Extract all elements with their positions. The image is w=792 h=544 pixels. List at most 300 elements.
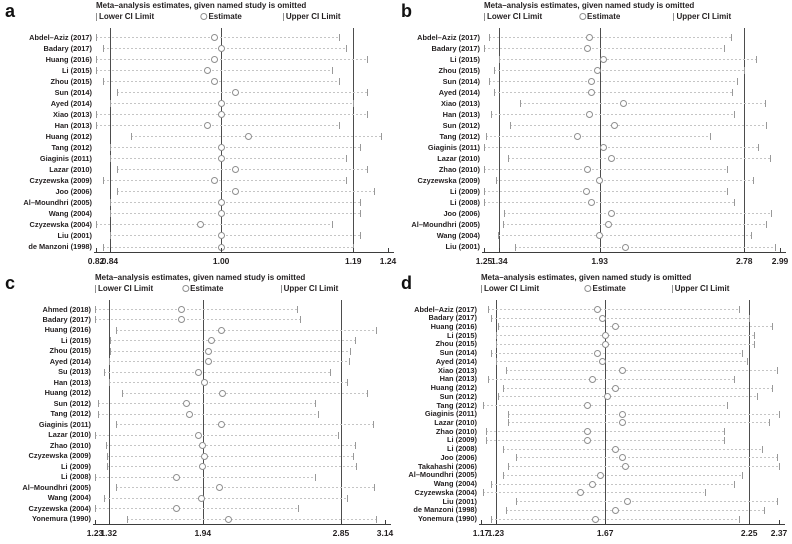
ci-interval-line [103, 81, 339, 82]
estimate-circle-icon [579, 13, 586, 20]
estimate-marker [594, 306, 601, 313]
ci-interval-line [116, 487, 374, 488]
estimate-marker [218, 100, 225, 107]
panel-title: Meta–analysis estimates, given named study is omitted [484, 1, 695, 10]
upper-ci-tick-icon [283, 13, 284, 21]
lower-ci-endcap [104, 495, 105, 502]
ci-interval-line [484, 48, 724, 49]
legend-estimate [584, 284, 625, 293]
legend-estimate-label: Estimate [190, 284, 224, 293]
lower-ci-endcap [107, 463, 108, 470]
ci-interval-line [96, 114, 367, 115]
ci-interval-line [104, 372, 330, 373]
estimate-marker [584, 45, 591, 52]
upper-ci-endcap [777, 454, 778, 461]
estimate-marker [245, 133, 252, 140]
estimate-marker [201, 379, 208, 386]
ci-interval-line [494, 92, 732, 93]
study-label: Joo (2006) [440, 452, 477, 462]
estimate-marker [178, 306, 185, 313]
ci-interval-line [116, 330, 376, 331]
lower-ci-endcap [496, 341, 497, 348]
estimate-marker [195, 432, 202, 439]
lower-ci-endcap [95, 316, 96, 323]
estimate-marker [218, 232, 225, 239]
study-label: Han (2013) [54, 120, 92, 130]
estimate-marker [211, 56, 218, 63]
ci-interval-line [483, 405, 726, 406]
study-label: Al–Moundhri (2005) [23, 197, 92, 207]
ci-interval-line [491, 519, 739, 520]
x-axis-tick-label: 2.37 [770, 528, 788, 538]
ci-interval-line [515, 247, 775, 248]
upper-ci-endcap [349, 358, 350, 365]
lower-ci-endcap [491, 111, 492, 118]
ci-interval-line [103, 180, 346, 181]
lower-ci-endcap [109, 379, 110, 386]
lower-ci-endcap [491, 315, 492, 322]
ci-interval-line [508, 158, 770, 159]
ci-interval-line [484, 147, 758, 148]
study-label: Han (2013) [442, 109, 480, 119]
ci-interval-line [496, 344, 754, 345]
lower-ci-endcap [95, 306, 96, 313]
estimate-marker [611, 122, 618, 129]
upper-ci-endcap [734, 199, 735, 206]
upper-ci-endcap [766, 122, 767, 129]
study-label: Yonemura (1990) [417, 514, 477, 523]
upper-ci-endcap [749, 315, 750, 322]
ci-interval-line [504, 213, 771, 214]
upper-ci-endcap [355, 337, 356, 344]
study-label: Lazar (2010) [437, 153, 480, 163]
upper-ci-endcap [330, 369, 331, 376]
estimate-marker [597, 472, 604, 479]
x-axis-tick-label: 1.00 [212, 256, 230, 266]
study-label: Wang (2004) [47, 493, 91, 503]
ci-interval-line [95, 477, 315, 478]
upper-ci-endcap [376, 516, 377, 523]
lower-ci-endcap [103, 177, 104, 184]
upper-ci-endcap [742, 350, 743, 357]
x-axis-tick [605, 520, 606, 524]
ci-interval-line [491, 484, 734, 485]
upper-ci-endcap [350, 348, 351, 355]
upper-ci-endcap [751, 232, 752, 239]
study-label: Sun (2012) [439, 391, 477, 401]
study-label: Xiao (2013) [440, 98, 480, 108]
study-label: Huang (2016) [45, 54, 92, 64]
study-label: Lazar (2010) [434, 417, 477, 427]
lower-ci-tick-icon [481, 285, 482, 293]
upper-ci-endcap [381, 133, 382, 140]
lower-ci-endcap [110, 144, 111, 151]
upper-ci-endcap [346, 45, 347, 52]
x-axis-tick-label: 0.82 [87, 256, 105, 266]
estimate-marker [216, 484, 223, 491]
estimate-marker [605, 221, 612, 228]
panel-title: Meta–analysis estimates, given named study is omitted [95, 273, 306, 282]
legend-upper-label: Upper CI Limit [283, 284, 339, 293]
pooled-estimate-line [203, 300, 204, 524]
estimate-marker [204, 122, 211, 129]
upper-ci-endcap [355, 442, 356, 449]
estimate-marker [612, 507, 619, 514]
estimate-marker [173, 474, 180, 481]
panel-letter: d [401, 273, 412, 293]
ci-interval-line [520, 103, 765, 104]
x-axis-tick-label: 1.32 [100, 528, 117, 538]
study-label: Badary (2017) [42, 314, 91, 324]
lower-ci-endcap [117, 89, 118, 96]
panel-letter: c [5, 273, 16, 293]
study-label: Huang (2016) [430, 321, 477, 331]
study-label: Li (2015) [62, 65, 92, 75]
lower-ci-endcap [96, 122, 97, 129]
lower-ci-endcap [506, 507, 507, 514]
study-label: Li (2008) [447, 444, 477, 454]
upper-ci-endcap [374, 484, 375, 491]
lower-ci-endcap [496, 332, 497, 339]
study-label: Li (2008) [450, 197, 480, 207]
estimate-marker [596, 232, 603, 239]
upper-ci-endcap [315, 474, 316, 481]
upper-ci-endcap [374, 188, 375, 195]
study-label: Czyzewska (2009) [28, 451, 91, 461]
x-axis-tick-label: 0.84 [101, 256, 119, 266]
upper-ci-endcap [764, 507, 765, 514]
ci-interval-line [98, 403, 315, 404]
estimate-marker [197, 221, 204, 228]
study-label: Tang (2012) [50, 409, 91, 419]
upper-ci-endcap [367, 56, 368, 63]
ci-interval-line [510, 125, 767, 126]
lower-ci-endcap [116, 327, 117, 334]
upper-ci-endcap [779, 411, 780, 418]
estimate-marker [178, 316, 185, 323]
x-axis-tick [780, 248, 781, 252]
ci-interval-line [110, 103, 353, 104]
study-label: Li (2015) [450, 54, 480, 64]
lower-ci-endcap [122, 390, 123, 397]
upper-ci-reference-line [744, 28, 745, 252]
study-label: Abdel–Aziz (2017) [29, 32, 92, 42]
lower-ci-endcap [508, 463, 509, 470]
ci-interval-line [117, 92, 367, 93]
study-label: Joo (2006) [55, 186, 92, 196]
x-axis-tick-label: 1.34 [491, 256, 508, 266]
upper-ci-endcap [353, 453, 354, 460]
upper-ci-endcap [775, 244, 776, 251]
ci-interval-line [516, 501, 777, 502]
panel-b [396, 0, 792, 272]
lower-ci-endcap [117, 188, 118, 195]
estimate-marker [183, 400, 190, 407]
upper-ci-endcap [747, 358, 748, 365]
estimate-marker [218, 45, 225, 52]
legend-estimate [579, 12, 620, 21]
study-label: Yonemura (1990) [31, 514, 91, 523]
study-label: Ahmed (2018) [42, 304, 91, 314]
estimate-marker [201, 453, 208, 460]
lower-ci-endcap [98, 400, 99, 407]
estimate-marker [594, 350, 601, 357]
legend-estimate-label: Estimate [586, 12, 621, 21]
legend-estimate-label: Estimate [208, 12, 242, 21]
legend-upper-label: Upper CI Limit [285, 12, 341, 21]
study-label: de Manzoni (1998) [413, 505, 477, 515]
upper-ci-endcap [772, 323, 773, 330]
x-axis-tick-label: 2.85 [332, 528, 350, 538]
lower-ci-reference-line [110, 28, 111, 252]
lower-ci-endcap [106, 442, 107, 449]
estimate-marker [218, 199, 225, 206]
estimate-marker [205, 358, 212, 365]
x-axis-tick-label: 3.14 [376, 528, 394, 538]
lower-ci-endcap [503, 221, 504, 228]
upper-ci-endcap [367, 166, 368, 173]
x-axis [94, 252, 394, 253]
x-axis-tick [96, 248, 97, 252]
legend-lower-ci [481, 284, 539, 293]
upper-ci-endcap [332, 67, 333, 74]
x-axis-tick [779, 520, 780, 524]
legend-upper-ci [281, 284, 339, 293]
upper-ci-endcap [757, 393, 758, 400]
upper-ci-endcap [360, 199, 361, 206]
ci-interval-line [486, 431, 724, 432]
upper-ci-endcap [770, 155, 771, 162]
ci-interval-line [499, 59, 756, 60]
upper-ci-endcap [339, 122, 340, 129]
upper-ci-endcap [779, 463, 780, 470]
lower-ci-endcap [110, 348, 111, 355]
study-label: Zhou (2015) [49, 346, 91, 356]
lower-ci-endcap [508, 411, 509, 418]
estimate-circle-icon [584, 285, 591, 292]
upper-ci-endcap [298, 505, 299, 512]
study-label: Tang (2012) [436, 400, 477, 410]
lower-ci-endcap [127, 516, 128, 523]
lower-ci-endcap [516, 454, 517, 461]
lower-ci-endcap [107, 453, 108, 460]
study-label: Czyzewska (2004) [28, 503, 91, 513]
estimate-marker [612, 446, 619, 453]
upper-ci-endcap [769, 419, 770, 426]
ci-interval-line [503, 475, 741, 476]
legend-lower-label: Lower CI Limit [487, 12, 543, 21]
legend-lower-label: Lower CI Limit [99, 12, 155, 21]
study-label: Zhou (2015) [435, 339, 477, 349]
upper-ci-endcap [346, 177, 347, 184]
ci-interval-line [96, 70, 332, 71]
study-label: Liu (2001) [445, 242, 480, 251]
legend-upper-label: Upper CI Limit [676, 12, 732, 21]
x-axis-tick [744, 248, 745, 252]
upper-ci-endcap [724, 437, 725, 444]
x-axis-tick-label: 2.99 [771, 256, 789, 266]
study-label: Ayed (2014) [435, 356, 477, 366]
estimate-marker [600, 56, 607, 63]
ci-interval-line [494, 70, 744, 71]
upper-ci-endcap [777, 498, 778, 505]
x-axis-tick [353, 248, 354, 252]
ci-interval-line [498, 235, 751, 236]
upper-ci-endcap [367, 390, 368, 397]
ci-interval-line [107, 466, 356, 467]
study-label: Abdel–Aziz (2017) [417, 32, 480, 42]
study-label: Li (2009) [450, 186, 480, 196]
legend-estimate [182, 284, 223, 293]
study-label: Ayed (2014) [438, 87, 480, 97]
upper-ci-endcap [765, 100, 766, 107]
study-label: Lazar (2010) [48, 430, 91, 440]
ci-interval-line [486, 136, 711, 137]
lower-ci-endcap [116, 484, 117, 491]
study-label: Ayed (2014) [49, 356, 91, 366]
study-label: Liu (2001) [57, 230, 92, 240]
x-axis-tick-label: 1.24 [379, 256, 397, 266]
lower-ci-endcap [484, 199, 485, 206]
lower-ci-endcap [491, 481, 492, 488]
ci-interval-line [489, 37, 731, 38]
study-label: Badary (2017) [428, 313, 477, 323]
lower-ci-tick-icon [484, 13, 485, 21]
upper-ci-endcap [727, 402, 728, 409]
estimate-marker [218, 421, 225, 428]
x-axis-tick-label: 1.23 [487, 528, 505, 538]
study-label: Badary (2017) [43, 43, 92, 53]
ci-interval-line [486, 440, 724, 441]
estimate-marker [608, 155, 615, 162]
x-axis-tick [749, 520, 750, 524]
lower-ci-endcap [491, 516, 492, 523]
study-label: Giaginis (2011) [427, 142, 480, 152]
legend-upper-ci [673, 12, 731, 21]
lower-ci-endcap [506, 367, 507, 374]
estimate-marker [584, 428, 591, 435]
ci-interval-line [503, 388, 771, 389]
ci-interval-line [488, 309, 739, 310]
lower-ci-endcap [98, 411, 99, 418]
study-label: Han (2013) [439, 374, 477, 384]
estimate-marker [218, 111, 225, 118]
lower-ci-endcap [95, 474, 96, 481]
upper-ci-endcap [360, 210, 361, 217]
study-label: de Manzoni (1998) [28, 242, 92, 251]
lower-ci-endcap [496, 358, 497, 365]
upper-ci-endcap [742, 472, 743, 479]
ci-interval-line [488, 379, 734, 380]
panel-d [396, 272, 792, 544]
lower-ci-endcap [117, 166, 118, 173]
ci-interval-line [110, 351, 350, 352]
estimate-marker [588, 78, 595, 85]
estimate-marker [199, 442, 206, 449]
upper-ci-endcap [373, 421, 374, 428]
lower-ci-endcap [96, 111, 97, 118]
x-axis-tick-label: 1.67 [596, 528, 614, 538]
ci-interval-line [110, 202, 360, 203]
pooled-estimate-line [221, 28, 222, 252]
study-label: Sun (2012) [442, 120, 480, 130]
estimate-marker [211, 177, 218, 184]
study-label: Han (2013) [53, 377, 91, 387]
ci-interval-line [131, 136, 381, 137]
ci-interval-line [498, 326, 771, 327]
upper-ci-endcap [766, 221, 767, 228]
ci-interval-line [95, 435, 338, 436]
upper-ci-endcap [356, 463, 357, 470]
estimate-marker [195, 369, 202, 376]
upper-ci-endcap [367, 89, 368, 96]
estimate-marker [604, 393, 611, 400]
estimate-marker [596, 177, 603, 184]
legend-estimate [200, 12, 241, 21]
ci-interval-line [127, 519, 376, 520]
estimate-marker [619, 411, 626, 418]
upper-ci-endcap [318, 411, 319, 418]
upper-ci-tick-icon [673, 13, 674, 21]
estimate-marker [232, 188, 239, 195]
lower-ci-endcap [486, 133, 487, 140]
lower-ci-endcap [96, 56, 97, 63]
panel-title: Meta–analysis estimates, given named study is omitted [481, 273, 692, 282]
lower-ci-endcap [494, 89, 495, 96]
lower-ci-endcap [110, 232, 111, 239]
lower-ci-endcap [110, 100, 111, 107]
x-axis-tick-label: 1.25 [475, 256, 493, 266]
estimate-marker [584, 402, 591, 409]
estimate-marker [199, 463, 206, 470]
upper-ci-endcap [732, 89, 733, 96]
ci-interval-line [503, 224, 767, 225]
estimate-marker [602, 332, 609, 339]
ci-interval-line [96, 59, 367, 60]
x-axis-tick [600, 248, 601, 252]
ci-interval-line [508, 414, 779, 415]
lower-ci-endcap [508, 155, 509, 162]
estimate-marker [232, 166, 239, 173]
lower-ci-endcap [103, 78, 104, 85]
lower-ci-endcap [508, 419, 509, 426]
upper-ci-endcap [762, 446, 763, 453]
upper-ci-endcap [346, 155, 347, 162]
lower-ci-endcap [95, 505, 96, 512]
study-label: Czyzewska (2009) [29, 175, 92, 185]
lower-ci-endcap [498, 393, 499, 400]
lower-ci-endcap [110, 210, 111, 217]
ci-interval-line [491, 114, 734, 115]
estimate-marker [218, 144, 225, 151]
ci-interval-line [110, 340, 354, 341]
study-label: Wang (2004) [48, 208, 92, 218]
ci-interval-line [109, 361, 349, 362]
ci-interval-line [506, 370, 777, 371]
estimate-marker [225, 516, 232, 523]
ci-interval-line [107, 456, 353, 457]
x-axis-tick-label: 1.23 [86, 528, 104, 538]
x-axis-tick [481, 520, 482, 524]
estimate-marker [622, 244, 629, 251]
study-label: Sun (2012) [53, 398, 91, 408]
estimate-marker [608, 210, 615, 217]
estimate-marker [589, 376, 596, 383]
legend-estimate-label: Estimate [592, 284, 626, 293]
panel-title: Meta–analysis estimates, given named study is omitted [96, 1, 307, 10]
ci-interval-line [498, 396, 756, 397]
study-label: Al–Moundhri (2005) [22, 482, 91, 492]
